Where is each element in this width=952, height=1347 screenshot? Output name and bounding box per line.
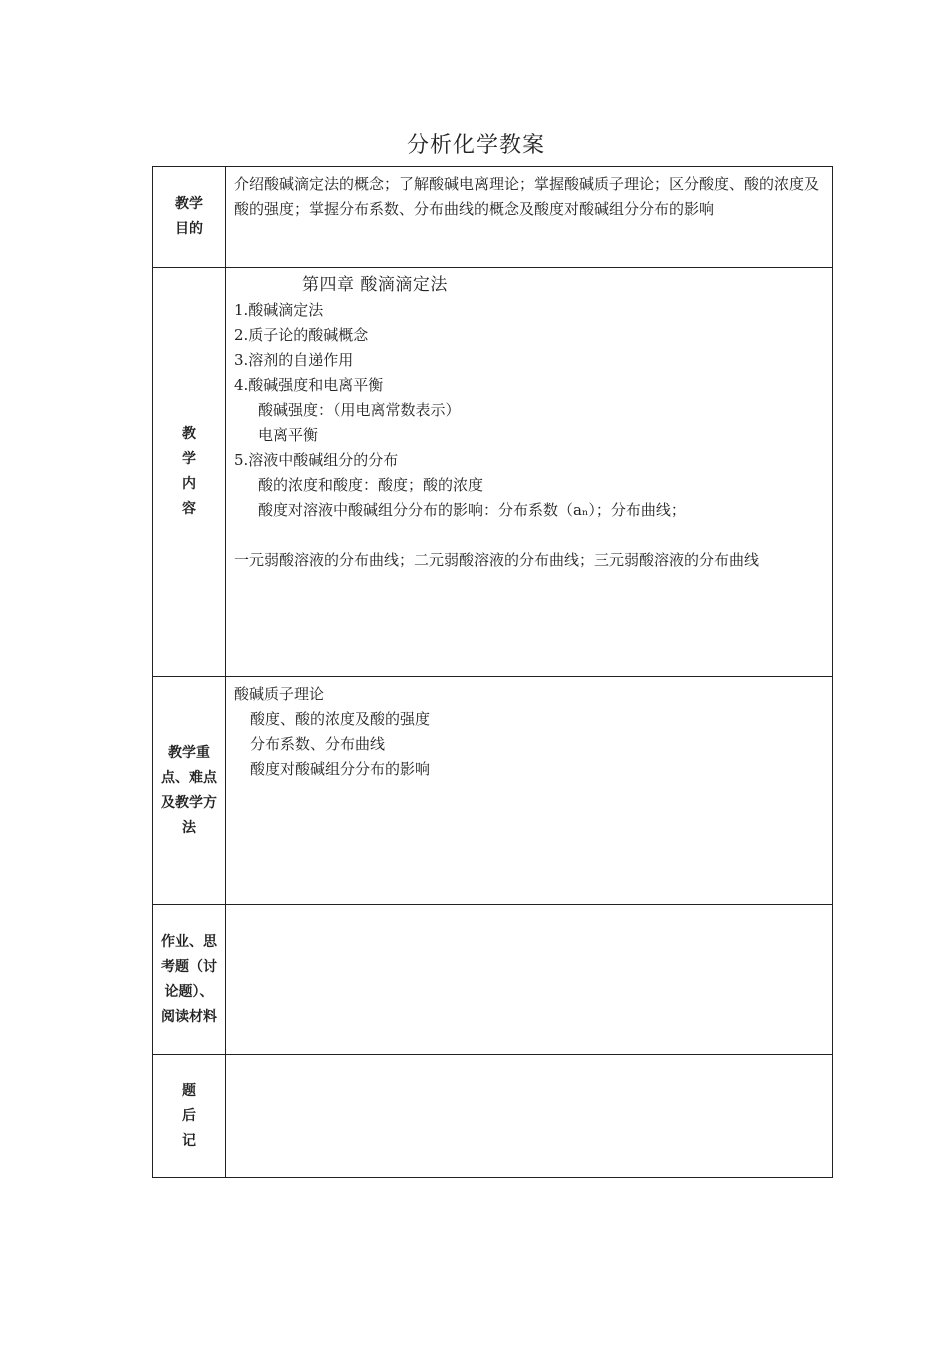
content-item: 一元弱酸溶液的分布曲线；二元弱酸溶液的分布曲线；三元弱酸溶液的分布曲线 <box>234 551 760 569</box>
content-subitem: 酸碱强度：（用电离常数表示） <box>258 401 461 419</box>
homework-text <box>226 905 832 910</box>
content-item: 2.质子论的酸碱概念 <box>234 326 369 344</box>
content-item: 3.溶剂的自递作用 <box>234 351 354 369</box>
content-item: 5.溶液中酸碱组分的分布 <box>234 451 399 469</box>
lesson-plan-table <box>152 166 833 1178</box>
keypoints-label: 教学重点、难点及教学方法 <box>161 744 217 836</box>
content-body <box>226 268 832 573</box>
document-title: 分析化学教案 <box>406 133 545 158</box>
afterword-label: 题后记 <box>182 1082 196 1149</box>
content-row <box>153 268 833 677</box>
homework-label: 作业、思考题（讨论题）、阅读材料 <box>161 933 217 1025</box>
spacer <box>234 523 824 548</box>
objective-row <box>153 167 833 268</box>
keypoints-content-cell <box>226 677 833 905</box>
homework-row <box>153 905 833 1055</box>
keypoint-item: 分布系数、分布曲线 <box>250 735 386 753</box>
keypoints-label-cell <box>153 677 226 905</box>
content-label-cell <box>153 268 226 677</box>
content-item: 1.酸碱滴定法 <box>234 301 324 319</box>
objective-content-cell <box>226 167 833 268</box>
afterword-content-cell <box>226 1055 833 1178</box>
content-subitem: 电离平衡 <box>258 426 319 444</box>
content-item: 4.酸碱强度和电离平衡 <box>234 376 384 394</box>
keypoint-item: 酸碱质子理论 <box>234 685 325 703</box>
objective-label-cell <box>153 167 226 268</box>
keypoint-item: 酸度、酸的浓度及酸的强度 <box>250 710 431 728</box>
homework-content-cell <box>226 905 833 1055</box>
keypoint-item: 酸度对酸碱组分分布的影响 <box>250 760 431 778</box>
content-content-cell <box>226 268 833 677</box>
content-subitem: 酸的浓度和酸度：酸度；酸的浓度 <box>258 476 484 494</box>
content-label: 教学内容 <box>182 426 196 517</box>
afterword-label-cell <box>153 1055 226 1178</box>
afterword-text <box>226 1055 832 1060</box>
content-subitem: 酸度对溶液中酸碱组分分布的影响：分布系数（aₙ）；分布曲线； <box>258 501 686 519</box>
keypoints-row <box>153 677 833 905</box>
objective-label: 教学目的 <box>175 196 203 237</box>
chapter-title: 第四章 酸滴滴定法 <box>302 275 448 295</box>
keypoints-body <box>226 677 832 782</box>
objective-text: 介绍酸碱滴定法的概念；了解酸碱电离理论；掌握酸碱质子理论；区分酸度、酸的浓度及酸的强度；掌握分布系数、分布曲线的概念及酸度对酸碱组分分布的影响 <box>234 175 820 218</box>
homework-label-cell <box>153 905 226 1055</box>
afterword-row <box>153 1055 833 1178</box>
